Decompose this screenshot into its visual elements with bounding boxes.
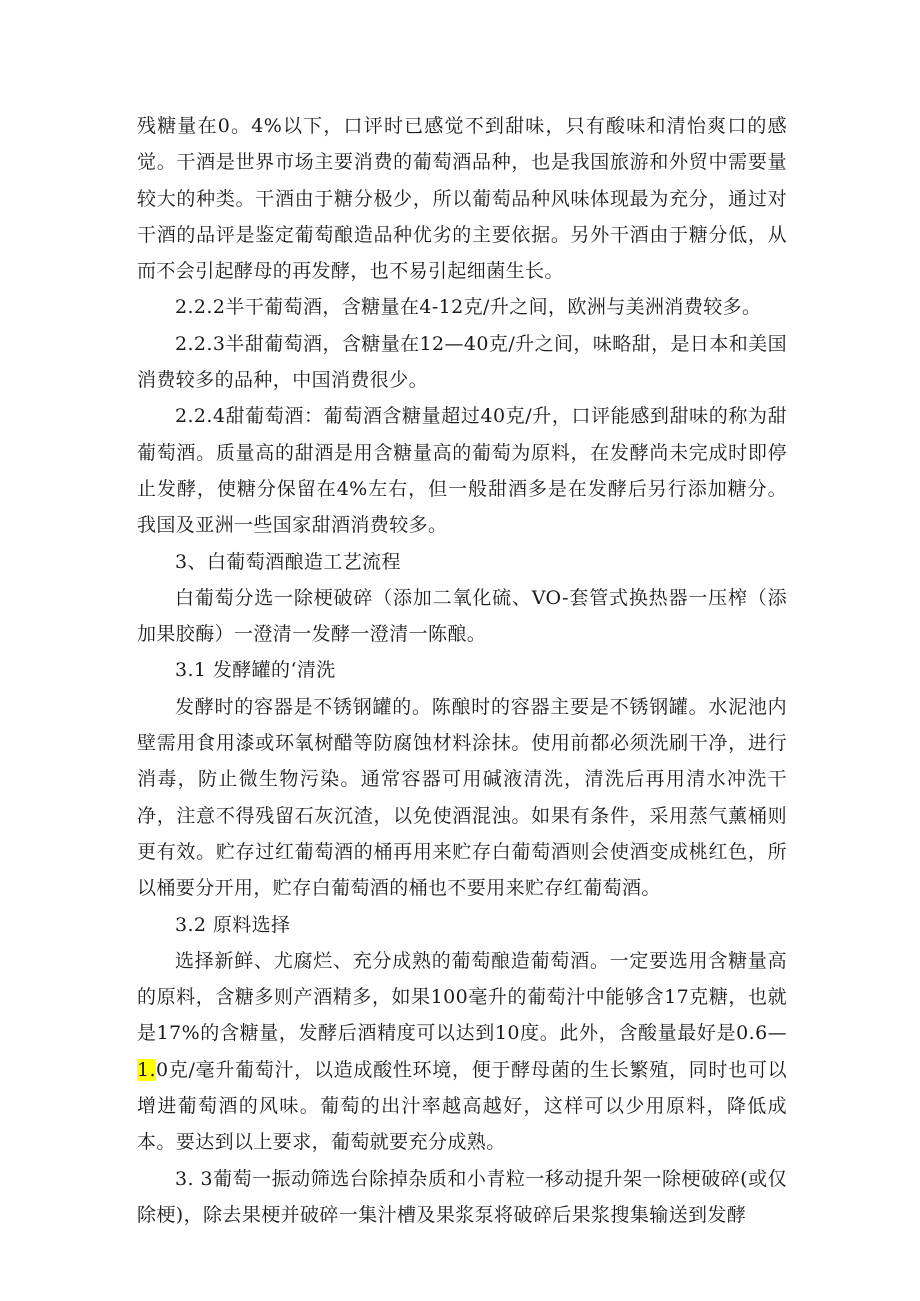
- section-heading-tank-cleaning: 3.1 发酵罐的‘清洗: [175, 659, 336, 682]
- paragraph-dry-wine: 残糖量在0。4%以下，口评时已感觉不到甜味，只有酸味和清怡爽口的感觉。干酒是世界市场主要消费的葡萄酒品种，也是我国旅游和外贸中需要量较大的种类。干酒由于糖分极少，所以葡萄品种风味体现最为充分，通过对干酒的品评是鉴定葡萄酿造品种优劣的主要依据。另外干酒由于糖分低，从而不会引起酵母的再发酵，也不易引起细菌生长。: [137, 115, 787, 283]
- raw-material-text-before: 选择新鲜、尤腐烂、充分成熟的葡萄酿造葡萄酒。一定要选用含糖量高的原料，含糖多则产酒精多，如果100毫升的葡萄汁中能够含17克糖，也就是17%的含糖量，发酵后酒精度可以达到10度。此外，含酸量最好是0.6—: [137, 949, 787, 1045]
- paragraph-process-flow: 白葡萄分选一除梗破碎（添加二氧化硫、VO-套管式换热器一压榨（添加果胶酶）一澄清一发酵一澄清一陈酿。: [137, 586, 787, 646]
- paragraph-tank-cleaning: 发酵时的容器是不锈钢罐的。陈酿时的容器主要是不锈钢罐。水泥池内壁需用食用漆或环氧树醋等防腐蚀材料涂抹。使用前都必须洗刷干净，进行消毒，防止微生物污染。通常容器可用碱液清洗，清洗后再用清水冲洗干净，注意不得残留石灰沉渣，以免使酒混浊。如果有条件，采用蒸气薰桶则更有效。贮存过红葡萄酒的桶再用来贮存白葡萄酒则会使酒变成桃红色，所以桶要分开用，贮存白葡萄酒的桶也不要用来贮存红葡萄酒。: [137, 695, 787, 900]
- paragraph-semi-sweet-wine: 2.2.3半甜葡萄酒，含糖量在12—40克/升之间，味略甜，是日本和美国消费较多的品种，中国消费很少。: [137, 332, 787, 392]
- paragraph-semi-dry-wine: 2.2.2半干葡萄酒，含糖量在4-12克/升之间，欧洲与美洲消费较多。: [175, 296, 762, 319]
- section-heading-white-wine-process: 3、白葡萄酒酿造工艺流程: [175, 550, 401, 573]
- document-body: [137, 108, 787, 1233]
- paragraph-raw-material: [137, 943, 787, 1161]
- paragraph-destemming: 3. 3葡萄一振动筛选台除掉杂质和小青粒一移动提升架一除梗破碎(或仅除梗)，除去果梗并破碎一集汁槽及果浆泵将破碎后果浆搜集输送到发酵: [137, 1167, 787, 1226]
- section-heading-raw-material: 3.2 原料选择: [175, 913, 291, 936]
- raw-material-text-after: 0克/毫升葡萄汁，以造成酸性环境，便于酵母菌的生长繁殖，同时也可以增进葡萄酒的风味。葡萄的出汁率越高越好，这样可以少用原料，降低成本。要达到以上要求，葡萄就要充分成熟。: [137, 1058, 787, 1154]
- paragraph-sweet-wine: 2.2.4甜葡萄酒：葡萄酒含糖量超过40克/升，口评能感到甜味的称为甜葡萄酒。质量高的甜酒是用含糖量高的葡萄为原料，在发酵尚未完成时即停止发酵，使糖分保留在4%左右，但一般甜酒多是在发酵后另行添加糖分。我国及亚洲一些国家甜酒消费较多。: [137, 405, 787, 537]
- highlighted-text: 1.: [137, 1058, 156, 1081]
